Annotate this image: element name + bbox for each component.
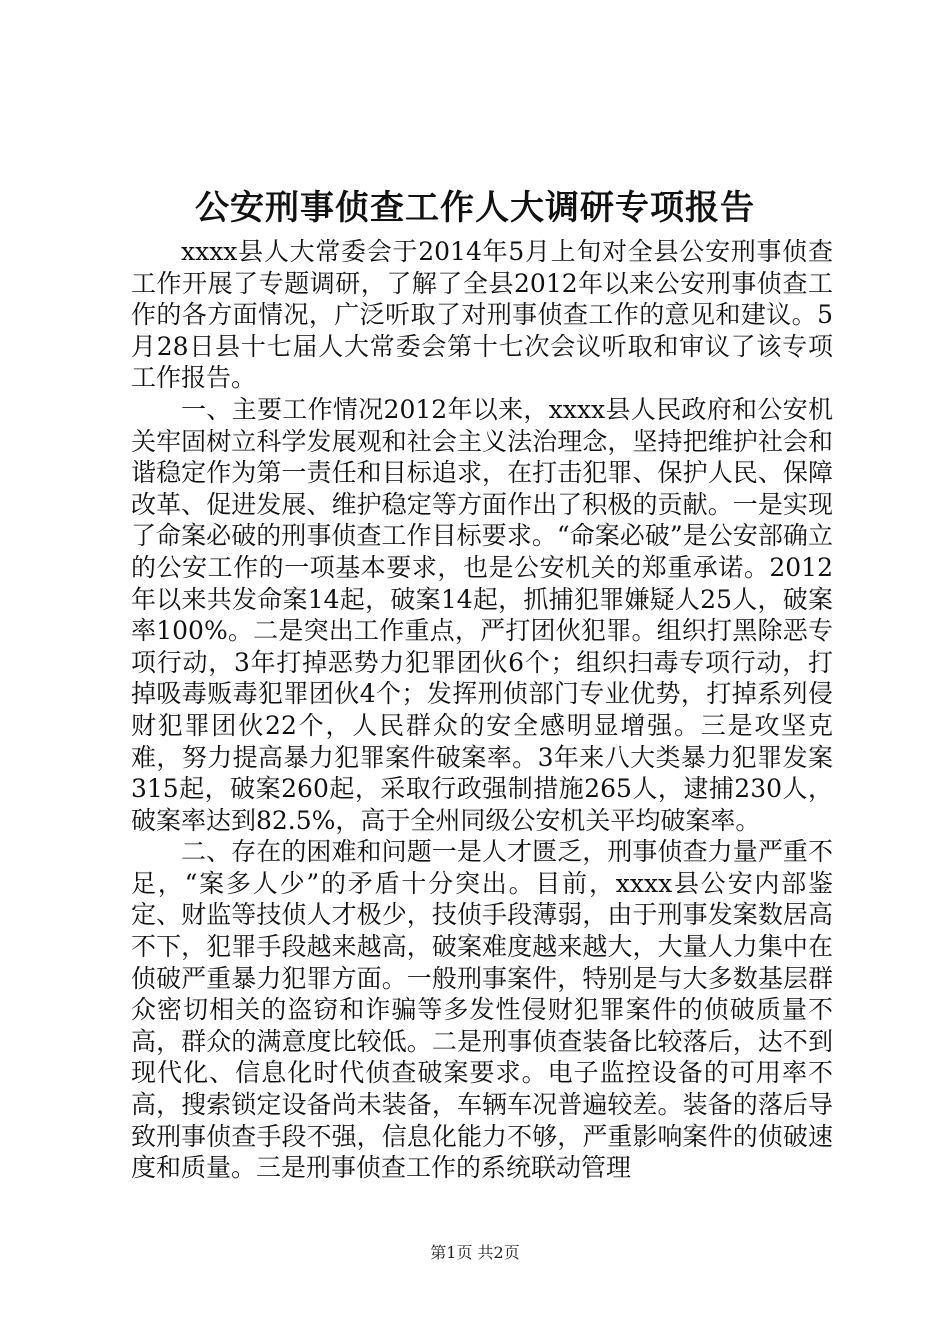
paragraph-main-work: 一、主要工作情况2012年以来，xxxx县人民政府和公安机关牢固树立科学发展观和社会主义法治理念，坚持把维护社会和谐稳定作为第一责任和目标追求，在打击犯罪、保护人民、保障改革、促进发展、维护稳定等方面作出了积极的贡献。一是实现了命案必破的刑事侦查工作目标要求。“命案必破”是公安部确立的公安工作的一项基本要求，也是公安机关的郑重承诺。2012年以来共发命案14起，破案14起，抓捕犯罪嫌疑人25人，破案率100%。二是突出工作重点，严打团伙犯罪。组织打黑除恶专项行动，3年打掉恶势力犯罪团伙6个；组织扫毒专项行动，打掉吸毒贩毒犯罪团伙4个；发挥刑侦部门专业优势，打掉系列侵财犯罪团伙22个，人民群众的安全感明显增强。三是攻坚克难，努力提高暴力犯罪案件破案率。3年来八大类暴力犯罪发案315起，破案260起，采取行政强制措施265人，逮捕230人，破案率达到82.5%，高于全州同级公安机关平均破案率。: [131, 394, 833, 835]
document-title: 公安刑事侦查工作人大调研专项报告: [195, 188, 755, 228]
document-body: [131, 236, 833, 1184]
paragraph-problems: 二、存在的困难和问题一是人才匮乏，刑事侦查力量严重不足，“案多人少”的矛盾十分突出。目前，xxxx县公安内部鉴定、财监等技侦人才极少，技侦手段薄弱，由于刑事发案数居高不下，犯罪手段越来越高，破案难度越来越大，大量人力集中在侦破严重暴力犯罪方面。一般刑事案件，特别是与大多数基层群众密切相关的盗窃和诈骗等多发性侵财犯罪案件的侦破质量不高，群众的满意度比较低。二是刑事侦查装备比较落后，达不到现代化、信息化时代侦查破案要求。电子监控设备的可用率不高，搜索锁定设备尚未装备，车辆车况普遍较差。装备的落后导致刑事侦查手段不强，信息化能力不够，严重影响案件的侦破速度和质量。三是刑事侦查工作的系统联动管理: [131, 837, 833, 1183]
paragraph-intro: xxxx县人大常委会于2014年5月上旬对全县公安刑事侦查工作开展了专题调研，了解了全县2012年以来公安刑事侦查工作的各方面情况，广泛听取了对刑事侦查工作的意见和建议。5月28日县十七届人大常委会第十七次会议听取和审议了该专项工作报告。: [131, 237, 833, 393]
page-number-footer: 第1页 共2页: [430, 1243, 520, 1262]
